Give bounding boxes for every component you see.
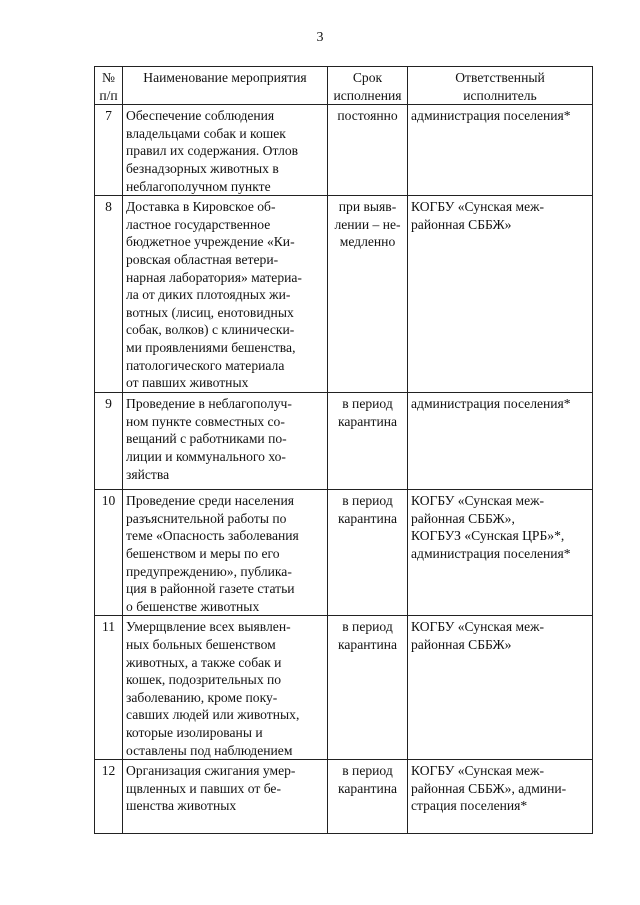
responsible bbox=[408, 393, 593, 490]
name-line: Проведение среди населения bbox=[126, 493, 294, 509]
measures-table bbox=[94, 66, 593, 834]
deadline bbox=[328, 196, 408, 393]
name-line: Доставка в Кировское об- bbox=[126, 199, 276, 215]
deadline-line: карантина bbox=[337, 413, 398, 429]
responsible-line: КОГБУЗ «Сунская ЦРБ»*, bbox=[411, 528, 565, 544]
deadline-line: в период bbox=[342, 763, 393, 779]
name-line: ном пункте совместных со- bbox=[126, 413, 285, 429]
measure-name bbox=[123, 490, 328, 616]
name-line: щвленных и павших от бе- bbox=[126, 780, 281, 796]
deadline-line: в период bbox=[342, 619, 393, 635]
deadline-line: карантина bbox=[337, 780, 398, 796]
name-line: неблагополучном пункте bbox=[126, 178, 271, 194]
name-line: ла от диких плотоядных жи- bbox=[126, 287, 291, 303]
responsible-line: районная СББЖ» bbox=[411, 636, 512, 652]
name-line: предупреждению», публика- bbox=[126, 563, 292, 579]
table-row bbox=[95, 105, 593, 196]
deadline-line: карантина bbox=[337, 636, 398, 652]
name-line: оставлены под наблюдением bbox=[126, 742, 293, 758]
table-row bbox=[95, 393, 593, 490]
name-line: ция в районной газете статьи bbox=[126, 581, 295, 597]
row-number: 12 bbox=[95, 760, 123, 834]
header-num-line: п/п bbox=[99, 87, 118, 103]
measure-name bbox=[123, 616, 328, 760]
table-row bbox=[95, 196, 593, 393]
deadline-line: карантина bbox=[337, 510, 398, 526]
header-responsible bbox=[408, 67, 593, 105]
deadline-line: в период bbox=[342, 396, 393, 412]
responsible-line: КОГБУ «Сунская меж- bbox=[411, 493, 545, 509]
name-line: владельцами собак и кошек bbox=[126, 125, 286, 141]
name-line: зяйства bbox=[126, 466, 170, 482]
name-line: бюджетное учреждение «Ки- bbox=[126, 234, 295, 250]
name-line: разъяснительной работы по bbox=[126, 510, 287, 526]
name-line: кошек, подозрительных по bbox=[126, 672, 282, 688]
deadline bbox=[328, 616, 408, 760]
deadline bbox=[328, 490, 408, 616]
name-line: ми проявлениями бешенства, bbox=[126, 339, 296, 355]
name-line: Обеспечение соблюдения bbox=[126, 108, 275, 124]
name-line: от павших животных bbox=[126, 375, 249, 391]
responsible-line: КОГБУ «Сунская меж- bbox=[411, 619, 545, 635]
responsible-line: районная СББЖ» bbox=[411, 216, 512, 232]
table-header-row bbox=[95, 67, 593, 105]
table-row bbox=[95, 760, 593, 834]
name-line: Проведение в неблагополуч- bbox=[126, 396, 292, 412]
responsible-line: администрация поселения* bbox=[411, 108, 571, 124]
responsible-line: администрация поселения* bbox=[411, 396, 571, 412]
header-name-line: Наименование мероприятия bbox=[143, 70, 307, 85]
row-number: 7 bbox=[95, 105, 123, 196]
responsible bbox=[408, 760, 593, 834]
name-line: вещаний с работниками по- bbox=[126, 431, 287, 447]
deadline-line: постоянно bbox=[337, 108, 398, 124]
header-responsible-line: исполнитель bbox=[463, 87, 537, 103]
name-line: безнадзорных животных в bbox=[126, 160, 279, 176]
name-line: патологического материала bbox=[126, 357, 285, 373]
row-number: 10 bbox=[95, 490, 123, 616]
responsible bbox=[408, 616, 593, 760]
responsible-line: районная СББЖ», bbox=[411, 510, 515, 526]
measure-name bbox=[123, 105, 328, 196]
name-line: ластное государственное bbox=[126, 216, 271, 232]
header-deadline-line: Срок bbox=[352, 70, 383, 85]
name-line: нарная лаборатория» материа- bbox=[126, 269, 302, 285]
name-line: ных больных бешенством bbox=[126, 636, 276, 652]
name-line: бешенством и меры по его bbox=[126, 545, 280, 561]
name-line: лиции и коммунального хо- bbox=[126, 448, 286, 464]
table-body bbox=[95, 105, 593, 834]
deadline-line: медленно bbox=[339, 234, 396, 250]
responsible bbox=[408, 490, 593, 616]
responsible bbox=[408, 196, 593, 393]
name-line: Умерщвление всех выявлен- bbox=[126, 619, 291, 635]
responsible-line: администрация поселения* bbox=[411, 545, 571, 561]
responsible-line: районная СББЖ», админи- bbox=[411, 780, 567, 796]
page-number: 3 bbox=[316, 30, 324, 45]
name-line: Организация сжигания умер- bbox=[126, 763, 296, 779]
name-line: которые изолированы и bbox=[126, 724, 263, 740]
row-number: 11 bbox=[95, 616, 123, 760]
deadline bbox=[328, 760, 408, 834]
name-line: шенства животных bbox=[126, 798, 237, 814]
name-line: заболеванию, кроме поку- bbox=[126, 689, 278, 705]
header-deadline-line: исполнения bbox=[333, 87, 402, 103]
header-responsible-line: Ответственный bbox=[455, 70, 545, 85]
deadline-line: лении – не- bbox=[334, 216, 401, 232]
deadline bbox=[328, 105, 408, 196]
responsible-line: КОГБУ «Сунская меж- bbox=[411, 763, 545, 779]
header-num bbox=[95, 67, 123, 105]
name-line: о бешенстве животных bbox=[126, 598, 260, 614]
name-line: правил их содержания. Отлов bbox=[126, 143, 299, 159]
name-line: собак, волков) с клинически- bbox=[126, 322, 295, 338]
header-num-line: № bbox=[102, 70, 115, 85]
row-number: 8 bbox=[95, 196, 123, 393]
measure-name bbox=[123, 196, 328, 393]
measure-name bbox=[123, 760, 328, 834]
responsible-line: страция поселения* bbox=[411, 798, 528, 814]
name-line: теме «Опасность заболевания bbox=[126, 528, 299, 544]
deadline bbox=[328, 393, 408, 490]
row-number: 9 bbox=[95, 393, 123, 490]
deadline-line: при выяв- bbox=[338, 199, 397, 215]
measure-name bbox=[123, 393, 328, 490]
header-name bbox=[123, 67, 328, 105]
name-line: ровская областная ветери- bbox=[126, 251, 279, 267]
name-line: животных, а также собак и bbox=[126, 654, 282, 670]
name-line: савших людей или животных, bbox=[126, 707, 300, 723]
responsible-line: КОГБУ «Сунская меж- bbox=[411, 199, 545, 215]
header-deadline bbox=[328, 67, 408, 105]
table-row bbox=[95, 616, 593, 760]
responsible bbox=[408, 105, 593, 196]
deadline-line: в период bbox=[342, 493, 393, 509]
table-row bbox=[95, 490, 593, 616]
name-line: вотных (лисиц, енотовидных bbox=[126, 304, 294, 320]
